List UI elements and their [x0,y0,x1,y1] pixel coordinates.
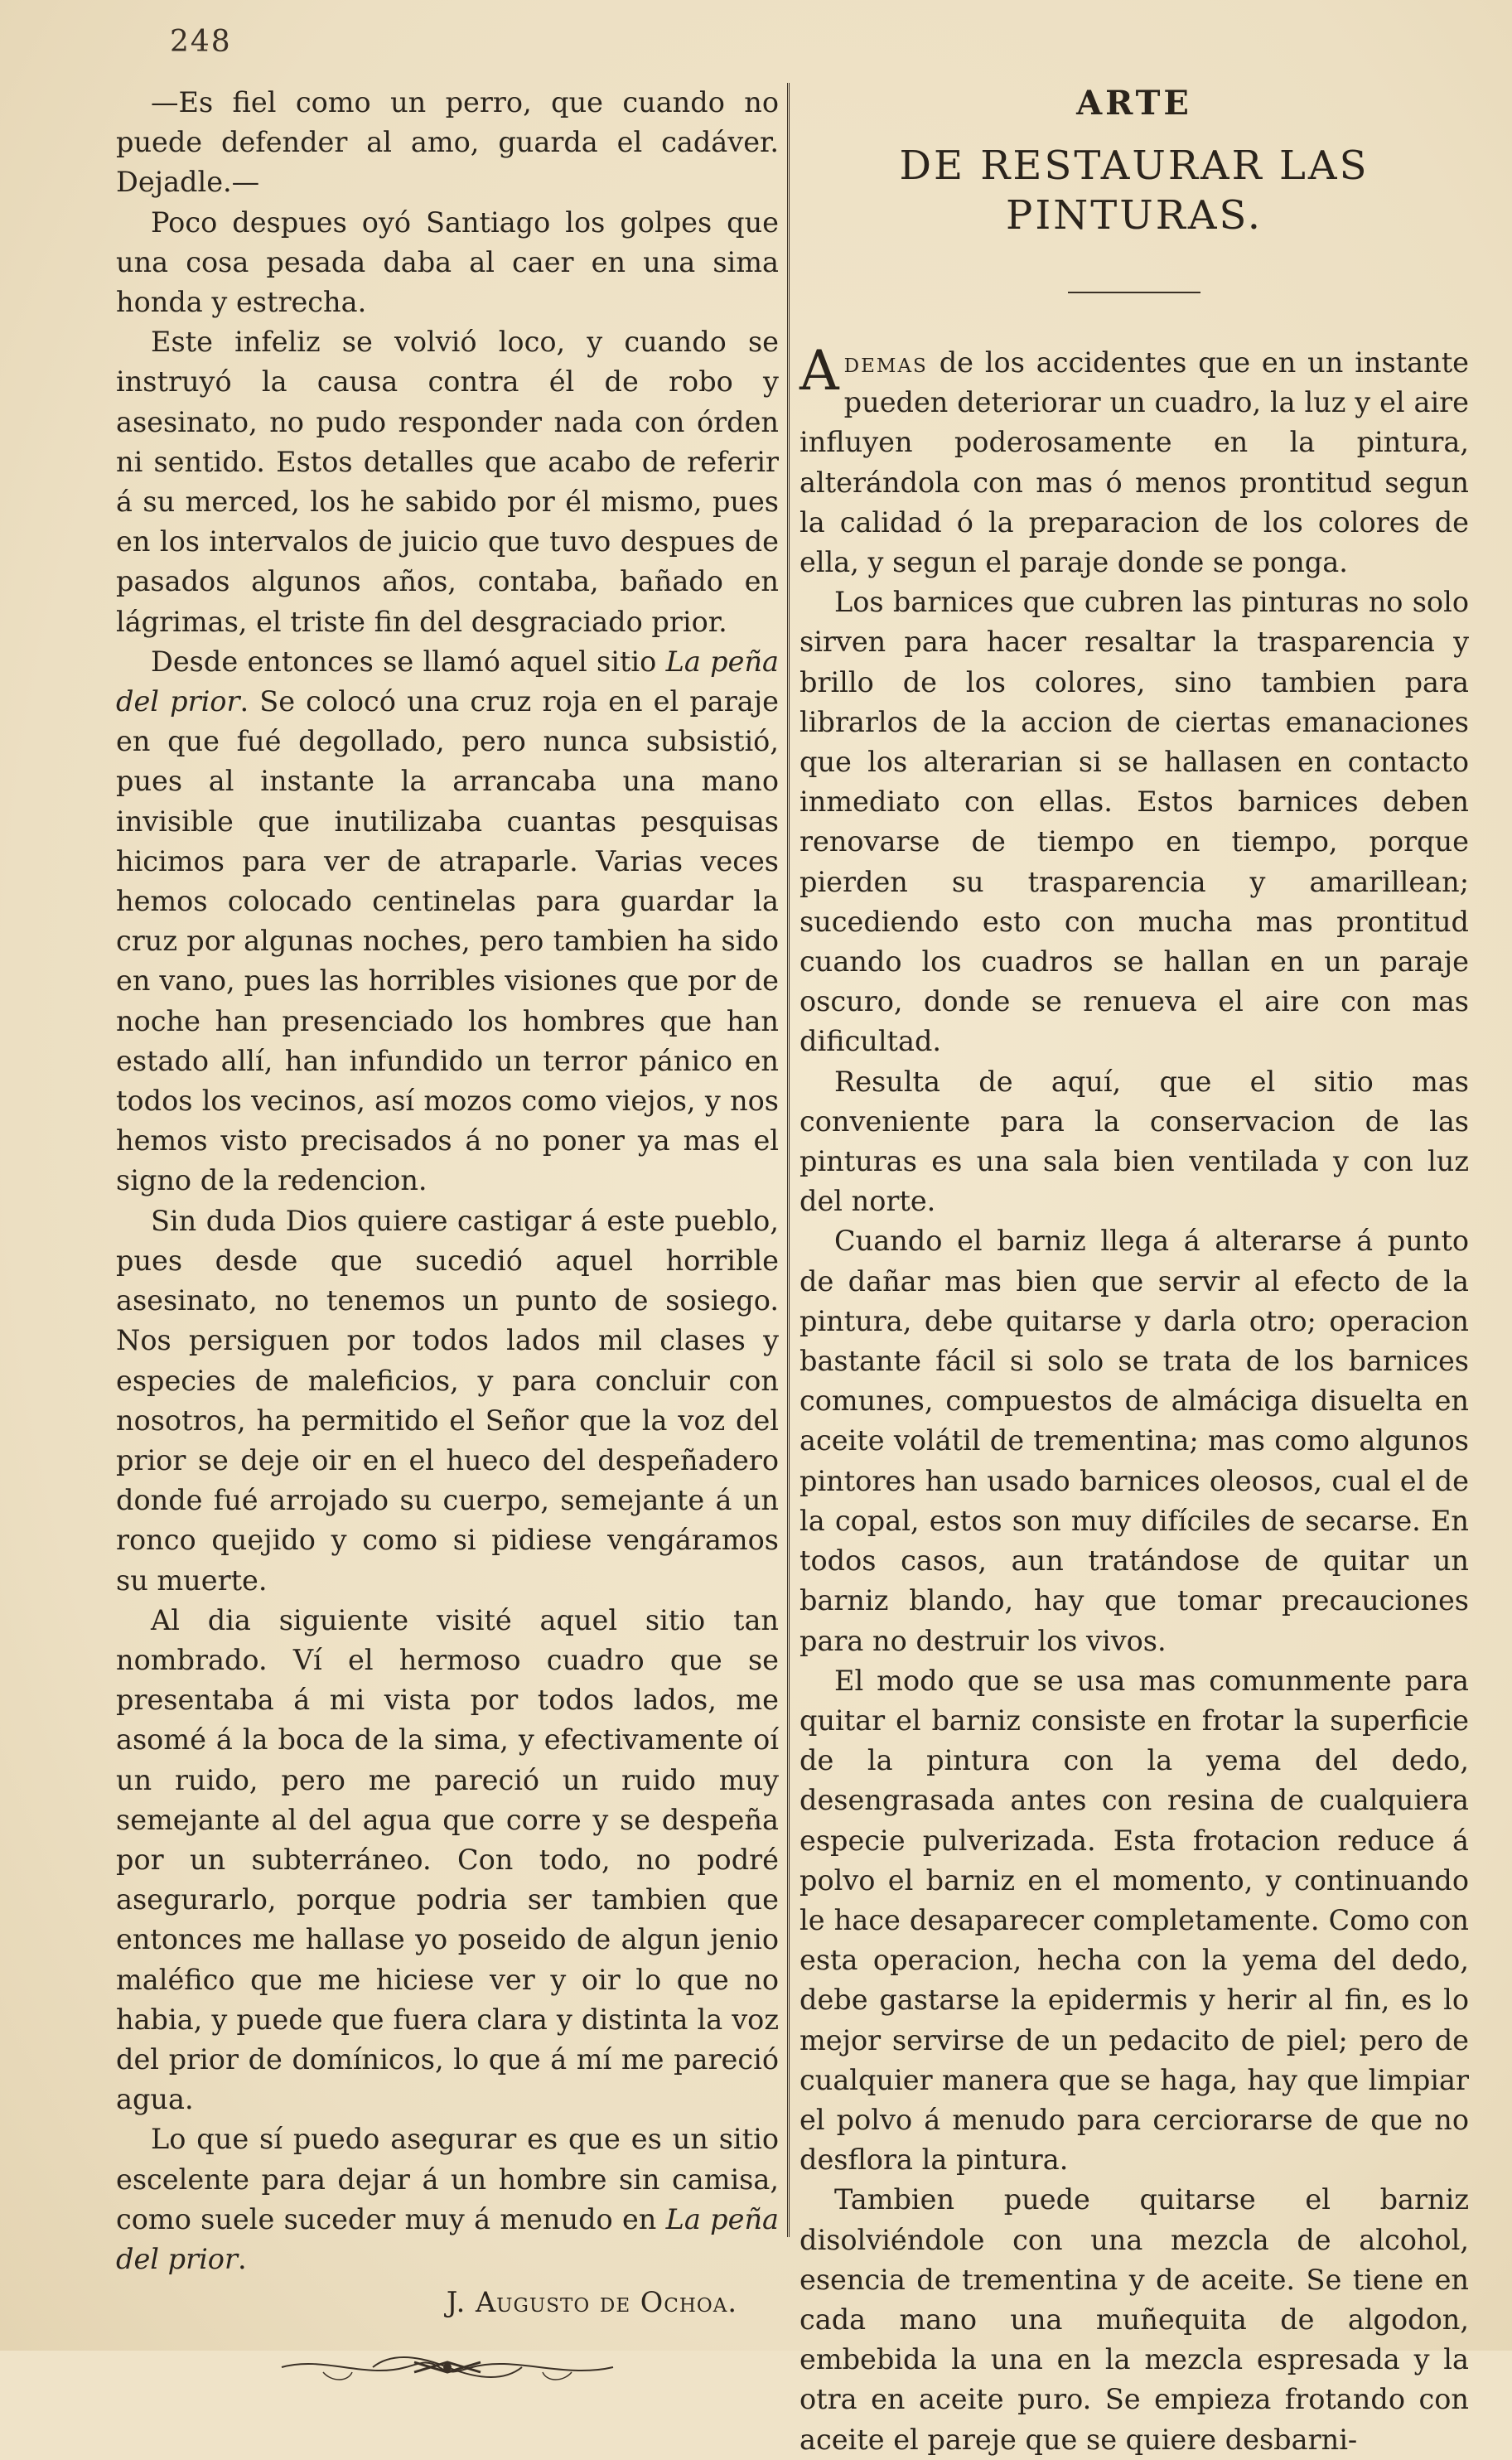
title-rule [1068,292,1200,293]
article-title: DE RESTAURAR LAS PINTURAS. [899,143,1369,239]
text-run: de los accidentes que en un instante pueden deteriorar un cuadro, la luz y el aire influyen poderosamente en la pintura, alterándola con mas ó menos prontitud segun la calidad ó la preparacion de los colores de ella, y segun el paraje donde se ponga. [799,346,1469,579]
paragraph [799,339,1469,582]
drop-cap: A [799,339,839,403]
page-number: 248 [170,25,232,59]
left-column [116,83,779,2387]
column-divider [787,83,790,2237]
paragraph: —Es fiel como un perro, que cuando no puede defender al amo, guarda el cadáver. Dejadle.— [116,86,779,199]
right-column [799,83,1469,2460]
paragraph [116,642,779,1201]
paragraph [116,2119,779,2279]
text-run: Lo que sí puedo asegurar es que es un sitio escelente para dejar á un hombre sin camisa, como suele suceder muy á menudo en [116,2123,779,2235]
paragraph: El modo que se usa mas comunmente para quitar el barniz consiste en frotar la superficie de la pintura con la yema del dedo, desengrasada antes con resina de cualquiera especie pulverizada. Esta frotacion reduce á polvo el barniz en el momento, y continuando le hace desaparecer completamente. Como con esta operacion, hecha con la yema del dedo, debe gastarse la epidermis y herir al fin, es lo mejor servirse de un pedacito de piel; pero de cualquier manera que se haga, hay que limpiar el polvo á menudo para cerciorarse de que no desflora la pintura. [799,1664,1469,2177]
italic-place-name: La peña del prior [116,2202,779,2275]
text-run: . Se colocó una cruz roja en el paraje en que fué degollado, pero nunca subsistió, pues al instante la arrancaba una mano invisible que inutilizaba cuantas pesquisas hicimos para ver de atraparle. Varias veces hemos colocado centinelas para guardar la cruz por algunas noches, pero tambien ha sido en vano, pues las horribles visiones que por de noche han presenciado los hombres que han estado allí, han infundido un terror pánico en todos los vecinos, así mozos como viejos, y nos hemos visto precisados á no poner ya mas el signo de la redencion. [116,685,779,1197]
italic-place-name: La peña del prior [116,645,780,718]
text-run: . [238,2242,247,2275]
decorative-flourish-ornament [273,2347,621,2387]
paragraph: Este infeliz se volvió loco, y cuando se instruyó la causa contra él de robo y asesinato, no pudo responder nada con órden ni sentido. Estos detalles que acabo de referir á su merced, los he sabido por él mismo, pues en los intervalos de juicio que tuvo despues de pasados algunos años, contaba, bañado en lágrimas, el triste fin del desgraciado prior. [116,326,779,638]
paragraph: Los barnices que cubren las pinturas no solo sirven para hacer resaltar la trasparencia y brillo de los colores, sino tambien para librarlos de la accion de ciertas emanaciones que los alterarian si se hallasen en contacto inmediato con ellas. Estos barnices deben renovarse de tiempo en tiempo, porque pierden su trasparencia y amarillean; sucediendo esto con mucha mas prontitud cuando los cuadros se hallan en un paraje oscuro, donde se renueva el aire con mas dificultad. [799,586,1469,1058]
paragraph: Poco despues oyó Santiago los golpes que una cosa pesada daba al caer en una sima honda y estrecha. [116,205,779,319]
paragraph: Al dia siguiente visité aquel sitio tan nombrado. Ví el hermoso cuadro que se presentaba á mi vista por todos lados, me asomé á la boca de la sima, y efectivamente oí un ruido, pero me pareció un ruido muy semejante al del agua que corre y se despeña por un subterráneo. Con todo, no podré asegurarlo, porque podria ser tambien que entonces me hallase yo poseido de algun jenio maléfico que me hiciese ver y oir lo que no habia, y puede que fuera clara y distinta la voz del prior de domínicos, lo que á mí me pareció agua. [116,1603,779,2116]
paragraph: Cuando el barniz llega á alterarse á punto de dañar mas bien que servir al efecto de la pintura, debe quitarse y darla otro; operacion bastante fácil si solo se trata de los barnices comunes, compuestos de almáciga disuelta en aceite volátil de trementina; mas como algunos pintores han usado barnices oleosos, cual el de la copal, estos son muy difíciles de secarse. En todos casos, aun tratándose de quitar un barniz blando, hay que tomar precauciones para no destruir los vivos. [799,1225,1469,1657]
paragraph: Sin duda Dios quiere castigar á este pueblo, pues desde que sucedió aquel horrible asesinato, no tenemos un punto de sosiego. Nos persiguen por todos lados mil clases y especies de maleficios, y para concluir con nosotros, ha permitido el Señor que la voz del prior se deje oir en el hueco del despeñadero donde fué arrojado su cuerpo, semejante á un ronco quejido y como si pidiese vengáramos su muerte. [116,1204,779,1597]
article-kicker: ARTE [1076,84,1192,123]
paragraph: Resulta de aquí, que el sitio mas conveniente para la conservacion de las pinturas es una sala bien ventilada y con luz del norte. [799,1065,1469,1218]
paragraph: Tambien puede quitarse el barniz disolviéndole con una mezcla de alcohol, esencia de trementina y de aceite. Se tiene en cada mano una muñequita de algodon, embebida la una en la mezcla espresada y la otra en aceite puro. Se empieza frotando con aceite el pareje que se quiere desbarni- [799,2183,1469,2456]
author-signature: J. Augusto de Ochoa. [446,2286,737,2319]
small-caps-lead: demas [843,346,928,379]
text-run: Desde entonces se llamó aquel sitio [151,645,666,678]
